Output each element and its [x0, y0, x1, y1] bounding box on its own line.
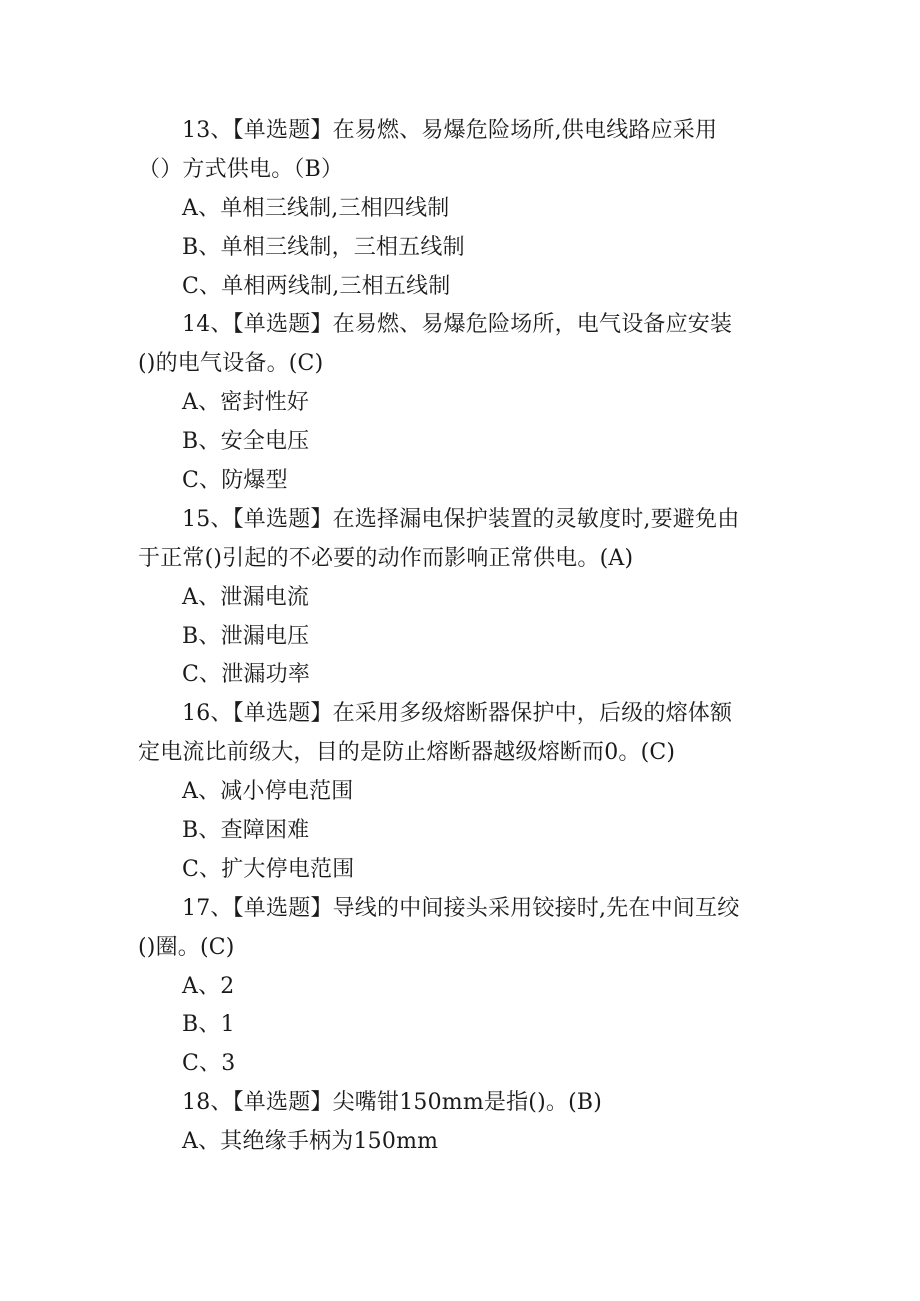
option-c: C、3	[182, 1051, 236, 1077]
option-a: A、2	[182, 973, 235, 999]
option-a: A、其绝缘手柄为150mm	[182, 1129, 439, 1155]
question-13	[138, 112, 788, 306]
question-text: 15、【单选题】在选择漏电保护装置的灵敏度时,要避免由	[182, 506, 740, 532]
option-c: C、扩大停电范围	[182, 856, 355, 882]
option-b: B、安全电压	[182, 429, 310, 455]
question-14	[138, 306, 788, 500]
option-b: B、单相三线制，三相五线制	[182, 234, 465, 260]
question-text-continued: 定电流比前级大，目的是防止熔断器越级熔断而0。(C)	[138, 740, 676, 766]
question-text: 13、【单选题】在易燃、易爆危险场所,供电线路应采用	[182, 118, 718, 143]
question-text-continued: ()圈。(C)	[138, 934, 235, 960]
option-a: A、泄漏电流	[182, 584, 310, 610]
question-15	[138, 501, 788, 695]
option-a: A、密封性好	[182, 390, 310, 416]
question-18	[138, 1084, 788, 1162]
question-text: 18、【单选题】尖嘴钳150mm是指()。(B)	[182, 1090, 603, 1116]
option-a: A、单相三线制,三相四线制	[182, 195, 450, 221]
option-c: C、泄漏功率	[182, 662, 311, 688]
option-c: C、单相两线制,三相五线制	[182, 273, 451, 299]
question-text: 14、【单选题】在易燃、易爆危险场所，电气设备应安装	[182, 312, 733, 338]
question-list	[138, 112, 788, 1162]
option-c: C、防爆型	[182, 468, 288, 494]
option-b: B、查障困难	[182, 818, 310, 844]
question-text-continued: （）方式供电。（B）	[138, 156, 344, 182]
question-text: 17、【单选题】导线的中间接头采用铰接时,先在中间互绞	[182, 895, 740, 921]
question-text-continued: ()的电气设备。(C)	[138, 351, 324, 377]
question-text-continued: 于正常()引起的不必要的动作而影响正常供电。(A)	[138, 545, 634, 571]
question-text: 16、【单选题】在采用多级熔断器保护中，后级的熔体额	[182, 701, 733, 727]
question-17	[138, 890, 788, 1084]
option-b: B、1	[182, 1012, 235, 1038]
option-a: A、减小停电范围	[182, 779, 354, 805]
option-b: B、泄漏电压	[182, 623, 310, 649]
question-16	[138, 695, 788, 889]
